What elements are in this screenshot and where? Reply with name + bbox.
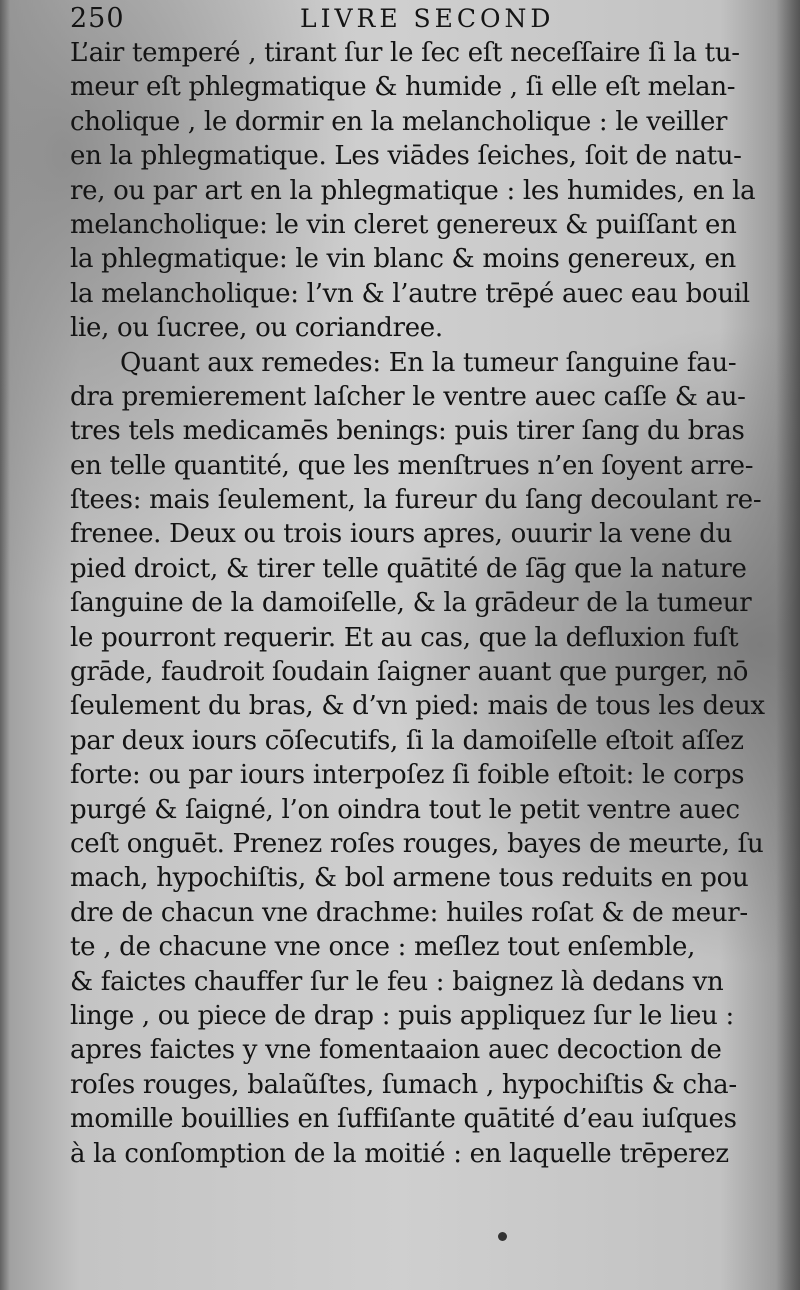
text-line: mach, hypochiſtis, & bol armene tous reduits en pou <box>70 863 749 894</box>
text-line: pied droict, & tirer telle quātité de ſāg que la nature <box>70 553 747 584</box>
text-line: dre de chacun vne drachme: huiles roſat & de meur- <box>70 897 748 928</box>
text-line: dra premierement laſcher le ventre auec caſſe & au- <box>70 381 746 412</box>
page-number: 250 <box>70 3 125 34</box>
text-line: par deux iours cōſecutifs, ſi la damoiſelle eſtoit aſſez <box>70 725 744 756</box>
body-text <box>70 36 765 1171</box>
text-line: à la conſomption de la moitié : en laquelle trēperez <box>70 1138 729 1169</box>
text-line: linge , ou piece de drap : puis appliquez ſur le lieu : <box>70 1000 735 1031</box>
text-line: ſtees: mais ſeulement, la fureur du ſang decoulant re- <box>70 485 762 516</box>
text-line: & faictes chauffer ſur le feu : baignez là dedans vn <box>70 966 724 997</box>
text-line: forte: ou par iours interpoſez ſi foible eſtoit: le corps <box>70 760 745 791</box>
text-line: tres tels medicamēs benings: puis tirer ſang du bras <box>70 416 745 447</box>
text-line: purgé & ſaigné, l’on oindra tout le petit ventre auec <box>70 794 740 825</box>
text-line: ſanguine de la damoiſelle, & la grādeur de la tumeur <box>70 588 752 619</box>
ink-speck <box>498 1232 507 1241</box>
text-line: melancholique: le vin cleret genereux & puiſſant en <box>70 209 737 240</box>
text-line: la phlegmatique: le vin blanc & moins genereux, en <box>70 244 736 275</box>
text-line: lie, ou ſucree, ou coriandree. <box>70 313 443 344</box>
text-line: apres faictes y vne fomentaaion auec decoction de <box>70 1035 722 1066</box>
text-line: grāde, faudroit ſoudain ſaigner auant que purger, nō <box>70 657 749 688</box>
paragraph-start-line: Quant aux remedes: En la tumeur ſanguine fau- <box>120 347 737 378</box>
text-line: en telle quantité, que les menſtrues n’en ſoyent arre- <box>70 450 754 481</box>
text-line: te , de chacune vne once : meſlez tout enſemble, <box>70 932 696 963</box>
text-line: momille bouillies en ſuffiſante quātité d’eau iuſques <box>70 1104 737 1135</box>
text-line: le pourront requerir. Et au cas, que la defluxion fuſt <box>70 622 739 653</box>
text-line: en la phlegmatique. Les viādes ſeiches, ſoit de natu- <box>70 141 742 172</box>
text-line: L’air temperé , tirant ſur le ſec eſt neceſſaire ſi la tu- <box>70 38 740 68</box>
text-line: la melancholique: l’vn & l’autre trēpé auec eau bouil <box>70 278 750 309</box>
text-line: ceſt onguēt. Prenez roſes rouges, bayes de meurte, ſu <box>70 828 764 859</box>
page-left-shadow <box>0 0 10 1290</box>
running-title: LIVRE SECOND <box>300 4 555 33</box>
text-line: meur eſt phlegmatique & humide , ſi elle eſt melan- <box>70 72 736 103</box>
page-right-shadow <box>776 0 800 1290</box>
text-line: ſeulement du bras, & d’vn pied: mais de tous les deux <box>70 691 765 722</box>
text-line: roſes rouges, balaũſtes, ſumach , hypochiſtis & cha- <box>70 1069 737 1100</box>
text-line: frenee. Deux ou trois iours apres, ouurir la vene du <box>70 519 733 550</box>
text-line: cholique , le dormir en la melancholique : le veiller <box>70 106 728 137</box>
text-line: re, ou par art en la phlegmatique : les humides, en la <box>70 175 756 206</box>
running-head <box>70 2 760 36</box>
